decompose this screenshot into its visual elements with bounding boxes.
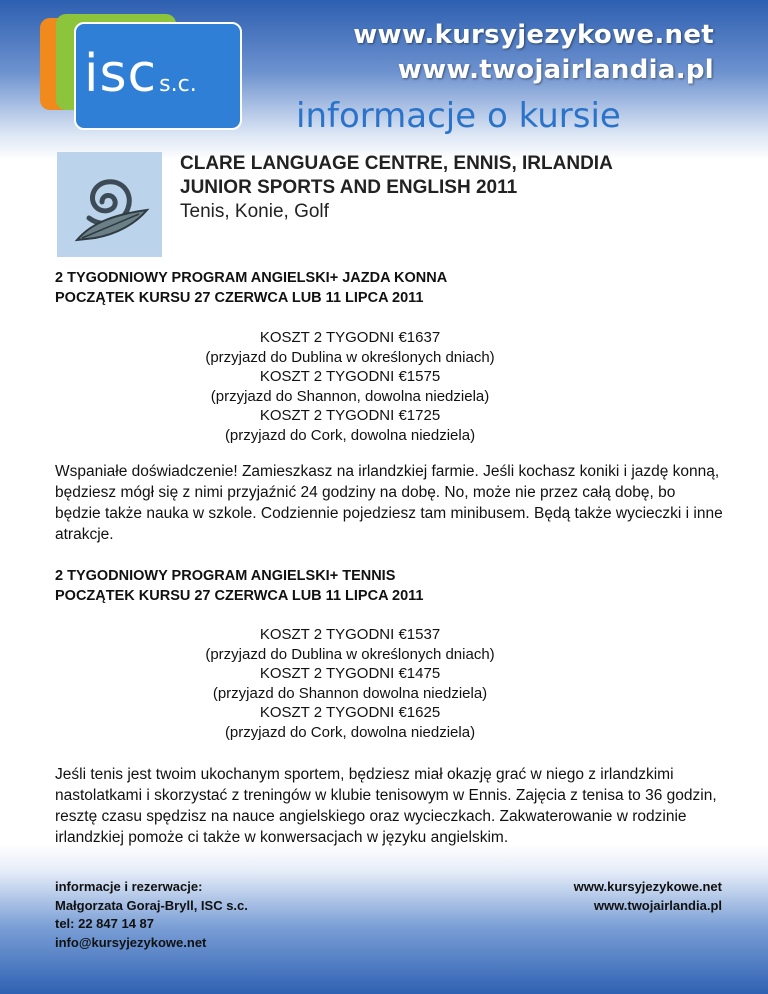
section2-description: Jeśli tenis jest twoim ukochanym sportem, będziesz miał okazję grać w niego z irlandzkimi nastolatkami i skorzystać z treningów w klubie tenisowym w Ennis. Zajęcia z tenisa to 36 godzin, resztę czasu spędzisz na nauce angielskiego oraz wycieczkach. Zakwaterowanie w rodzinie irlandzkiej pomoże ci także w konwersacjach w języku angielskim. [55, 766, 717, 846]
price-note: (przyjazd do Cork, dowolna niedziela) [224, 426, 476, 444]
contact-label: informacje i rezerwacje: [55, 879, 203, 894]
price-note: (przyjazd do Dublina w określonych dniach) [205, 645, 495, 663]
section1-heading-program: 2 TYGODNIOWY PROGRAM ANGIELSKI+ JAZDA KONNA [55, 270, 448, 286]
course-activities: Tenis, Konie, Golf [180, 201, 329, 222]
contact-email[interactable]: info@kursyjezykowe.net [55, 934, 207, 950]
section1-description: Wspaniałe doświadczenie! Zamieszkasz na irlandzkiej farmie. Jeśli kochasz koniki i jazdę konną, będziesz mógł się z nimi przyjaźnić 24 godziny na dobę. No, może nie przez całą dobę, bo będzie także nauka w szkole. Codziennie pojedziesz tam minibusem. Będą także wycieczki i inne atrakcje. [55, 463, 723, 543]
price-line: KOSZT 2 TYGODNI €1475 [259, 665, 441, 682]
price-line: KOSZT 2 TYGODNI €1575 [259, 368, 441, 385]
school-spiral-logo-image [57, 152, 162, 257]
section2-heading [55, 566, 423, 606]
price-line: KOSZT 2 TYGODNI €1637 [259, 329, 441, 346]
header-url-2[interactable]: www.twojairlandia.pl [397, 55, 714, 85]
price-line: KOSZT 2 TYGODNI €1625 [259, 704, 441, 721]
course-program-name: JUNIOR SPORTS AND ENGLISH 2011 [180, 177, 518, 198]
footer-contact [55, 878, 248, 952]
isc-logo [40, 14, 245, 144]
logo-text [84, 44, 197, 104]
page-title: informacje o kursie [296, 96, 621, 136]
header-url-1[interactable]: www.kursyjezykowe.net [353, 20, 714, 50]
course-titles [180, 152, 613, 224]
course-school-name: CLARE LANGUAGE CENTRE, ENNIS, IRLANDIA [180, 153, 613, 174]
price-note: (przyjazd do Dublina w określonych dniach) [205, 348, 495, 366]
section1-heading [55, 268, 447, 308]
price-line: KOSZT 2 TYGODNI €1725 [259, 407, 441, 424]
section2-prices [100, 625, 600, 742]
contact-phone: tel: 22 847 14 87 [55, 916, 155, 931]
footer-links [574, 878, 722, 915]
section1-heading-start: POCZĄTEK KURSU 27 CZERWCA LUB 11 LIPCA 2011 [55, 290, 424, 306]
footer-url-1[interactable]: www.kursyjezykowe.net [573, 879, 722, 894]
section2-heading-program: 2 TYGODNIOWY PROGRAM ANGIELSKI+ TENNIS [55, 568, 396, 584]
section2-heading-start: POCZĄTEK KURSU 27 CZERWCA LUB 11 LIPCA 2011 [55, 588, 424, 604]
logo-suffix-text: s.c. [159, 72, 197, 97]
price-note: (przyjazd do Shannon dowolna niedziela) [212, 684, 488, 702]
contact-name: Małgorzata Goraj-Bryll, ISC s.c. [55, 897, 248, 913]
section1-prices [100, 328, 600, 445]
price-note: (przyjazd do Shannon, dowolna niedziela) [210, 387, 490, 405]
footer-url-2[interactable]: www.twojairlandia.pl [593, 897, 722, 913]
price-line: KOSZT 2 TYGODNI €1537 [259, 626, 441, 643]
logo-main-text: isc [84, 44, 158, 104]
price-note: (przyjazd do Cork, dowolna niedziela) [224, 723, 476, 741]
